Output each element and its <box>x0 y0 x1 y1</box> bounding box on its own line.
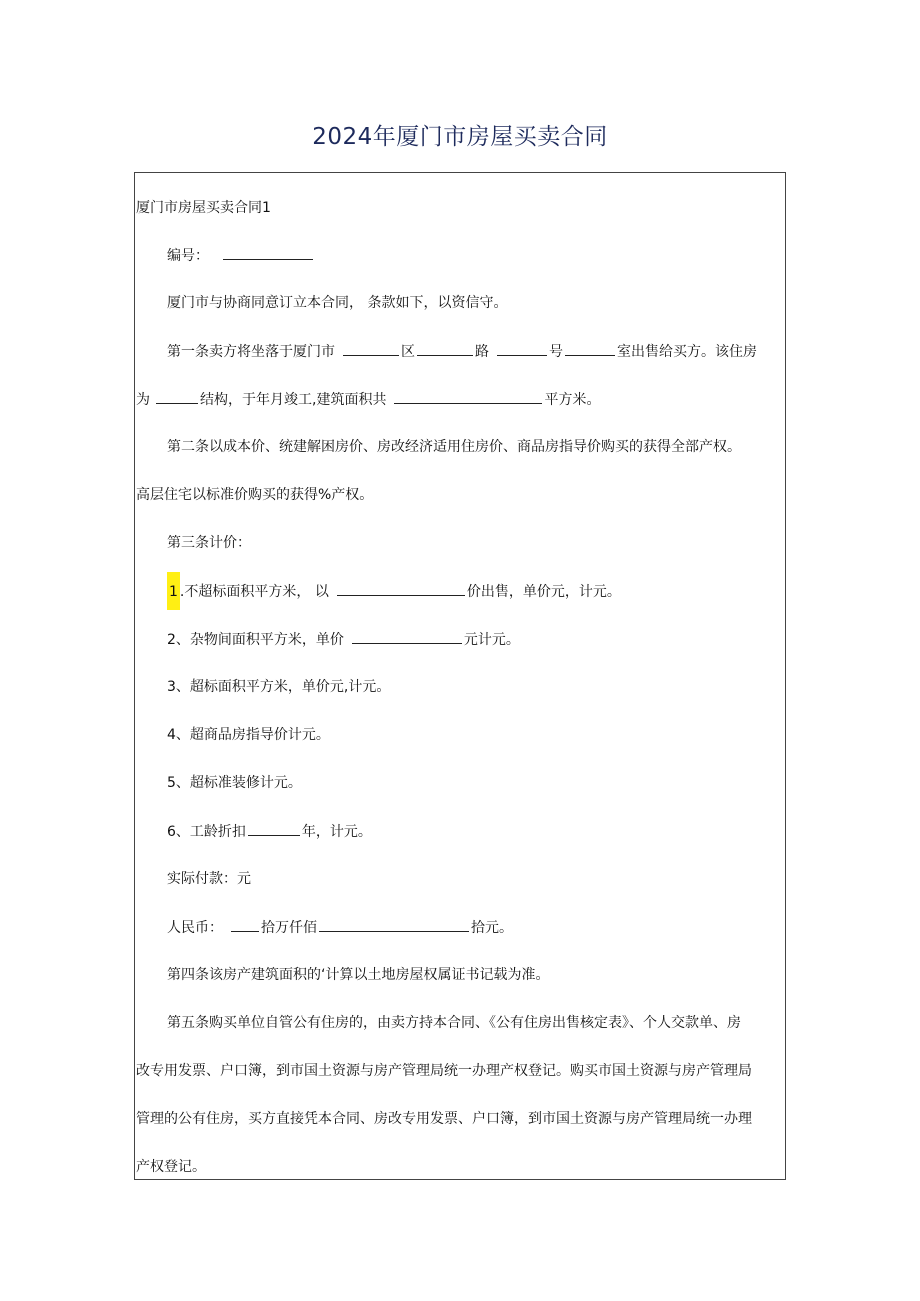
actual-payment: 实际付款：元 <box>167 871 251 887</box>
article-5-line-1: 第五条购买单位自管公有住房的，由卖方持本合同、《公有住房出售核定表》、个人交款单、房 <box>167 1015 741 1031</box>
pricing-item-6: 6、工龄折扣 年，计元。 <box>167 821 372 842</box>
contract-heading: 厦门市房屋买卖合同1 <box>136 200 271 216</box>
rmb-amount-line: 人民币： 拾万仟佰 拾元。 <box>167 917 513 938</box>
pricing-item-2: 2、杂物间面积平方米，单价 元计元。 <box>167 629 520 650</box>
article-5-line-3: 管理的公有住房，买方直接凭本合同、房改专用发票、户口簿，到市国土资源与房产管理局统一办理 <box>136 1111 752 1127</box>
article-4: 第四条该房产建筑面积的‘计算以土地房屋权属证书记载为准。 <box>167 967 550 983</box>
article-1-line-2: 为 结构，于年月竣工,建筑面积共 平方米。 <box>136 389 600 410</box>
serial-label: 编号： <box>167 248 209 264</box>
article-5-line-2: 改专用发票、户口簿，到市国土资源与房产管理局统一办理产权登记。购买市国土资源与房产管理局 <box>136 1063 752 1079</box>
pricing-item-1: 1 .不超标面积平方米， 以 价出售，单价元，计元。 <box>167 581 621 602</box>
pricing-item-4: 4、超商品房指导价计元。 <box>167 727 330 743</box>
intro-paragraph: 厦门市与协商同意订立本合同， 条款如下，以资信守。 <box>167 295 508 311</box>
serial-blank <box>223 245 313 260</box>
pricing-item-5: 5、超标准装修计元。 <box>167 775 302 791</box>
article-2-line-1: 第二条以成本价、统建解困房价、房改经济适用住房价、商品房指导价购买的获得全部产权。 <box>167 439 741 455</box>
serial-number-line <box>167 245 315 266</box>
article-3-heading: 第三条计价： <box>167 535 251 551</box>
document-title: 2024年厦门市房屋买卖合同 <box>312 124 608 150</box>
article-1-line-1: 第一条卖方将坐落于厦门市 区 路 号 室出售给买方。该住房 <box>167 341 757 362</box>
article-5-line-4: 产权登记。 <box>136 1159 206 1175</box>
article-2-line-2: 高层住宅以标准价购买的获得%产权。 <box>136 487 374 503</box>
highlight-mark: 1 <box>167 572 180 610</box>
pricing-item-3: 3、超标面积平方米，单价元,计元。 <box>167 679 391 695</box>
